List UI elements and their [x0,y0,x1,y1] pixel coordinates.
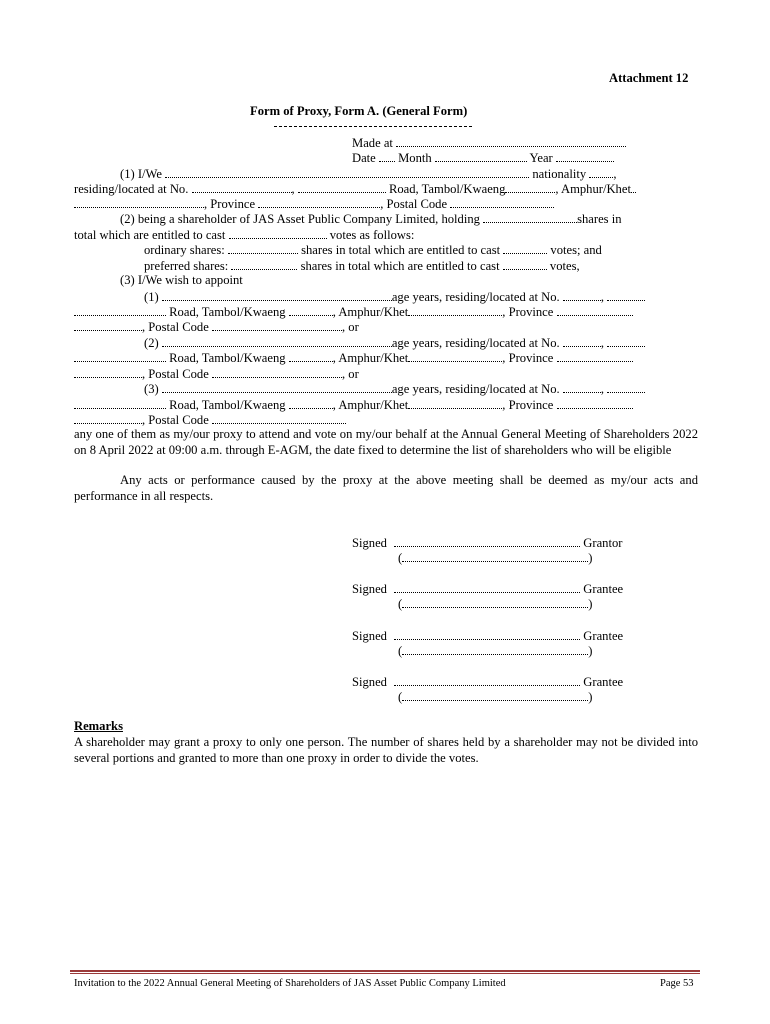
votes-and-label: votes; and [550,243,602,257]
remarks-text: A shareholder may grant a proxy to only one person. The number of shares held by a shareholder may not be divided into several portions and granted to more than one proxy in order to divide the votes. [74,735,698,765]
preferred-shares-field[interactable] [231,258,297,270]
proxy1-no-field[interactable] [563,289,601,301]
grantee2-name-line: ( ) [398,644,593,658]
amphur-label: Amphur/Khet [560,182,631,196]
signed-label: Signed [352,536,387,550]
nationality-label: nationality [532,167,587,181]
proxy1-label: (1) [144,290,159,304]
authorization-paragraph: any one of them as my/our proxy to attend and vote on my/our behalf at the Annual General Meeting of Shareholders 2022 on 8 April 2022 at 09:00 a.m. through E-AGM, the date fixed to determine the list of shareholders who will be eligible [74,427,698,457]
date-label: Date [352,151,376,165]
proxy2-road-field[interactable] [289,350,333,362]
grantee1-name-field[interactable] [402,596,588,608]
province-label: , Province [204,197,256,211]
date-line [352,150,614,166]
proxy2-line: (2) age years, residing/located at No. , [144,335,645,351]
name-field[interactable] [165,166,529,178]
proxy3-amphur-label: , Amphur/Khet [332,398,409,412]
proxy1-road-line [74,304,633,320]
province-field[interactable] [258,196,380,208]
proxy2-no-field[interactable] [563,335,601,347]
total-votes-line [74,227,414,243]
proxy1-province-label: , Province [502,305,554,319]
year-label: Year [529,151,553,165]
proxy1-amphur-field[interactable] [408,304,502,316]
preferred-label: preferred shares: [144,259,229,273]
signed-label: Signed [352,675,387,689]
form-title: Form of Proxy, Form A. (General Form) [250,104,468,118]
address-no-field[interactable] [192,181,292,193]
made-at-label: Made at [352,136,393,150]
nationality-field[interactable] [589,166,613,178]
acts-paragraph: Any acts or performance caused by the proxy at the above meeting shall be deemed as my/our acts and performance in all respects. [74,473,698,503]
proxy3-postal-label: , Postal Code [142,413,209,427]
proxy3-moo-field[interactable] [607,381,645,393]
proxy2-postal-line [74,366,359,382]
attachment-label: Attachment 12 [609,71,689,85]
proxy3-province-label: , Province [502,398,554,412]
grantee3-name-line: ( ) [398,690,593,704]
address-moo-field[interactable] [298,181,386,193]
road-field[interactable] [505,181,555,193]
proxy2-label: (2) [144,336,159,350]
proxy1-postal-label: , Postal Code [142,320,209,334]
proxy3-label: (3) [144,382,159,396]
proxy1-amphur-label: , Amphur/Khet [332,305,409,319]
proxy1-postal-line [74,319,359,335]
grantor-name-line: ( ) [398,551,593,565]
proxy1-road-label: Road, Tambol/Kwaeng [169,305,286,319]
proxy1-line: (1) age years, residing/located at No. , [144,289,645,305]
residing-label: residing/located at No. [74,182,189,196]
proxy1-age-label: age years, residing/located at No. [391,290,560,304]
preferred-shares-total-label: shares in total which are entitled to cast [300,259,500,273]
proxy3-amphur-field[interactable] [408,397,502,409]
grantor-signature-field[interactable] [394,535,580,547]
made-at-line [352,135,626,151]
proxy3-road-label: Road, Tambol/Kwaeng [169,398,286,412]
page-number: Page 53 [660,978,694,989]
remarks-heading: Remarks [74,719,123,733]
grantor-label: Grantor [583,536,623,550]
proxy2-province-cont-field[interactable] [74,366,142,378]
proxy2-road-label: Road, Tambol/Kwaeng [169,351,286,365]
proxy1-name-field[interactable] [162,289,392,301]
footer-title: Invitation to the 2022 Annual General Meeting of Shareholders of JAS Asset Public Company Limited [74,978,506,989]
grantee-label: Grantee [583,582,624,596]
proxy3-postal-field[interactable] [212,412,346,424]
proxy3-road-field[interactable] [289,397,333,409]
votes-comma-label: votes, [549,259,580,273]
ordinary-line [144,242,602,258]
proxy3-name-field[interactable] [162,381,392,393]
proxy3-road-line [74,397,633,413]
postal-label: , Postal Code [380,197,448,211]
proxy3-no-field[interactable] [563,381,601,393]
month-field[interactable] [435,150,527,162]
grantee1-name-line: ( ) [398,597,593,611]
proxy1-moo-field[interactable] [607,289,645,301]
proxy3-postal-line [74,412,346,428]
shares-in-label: shares in [577,212,622,226]
total-entitled-label: total which are entitled to cast [74,228,226,242]
month-label: Month [398,151,432,165]
postal-field[interactable] [450,196,554,208]
grantee2-signature-field[interactable] [394,628,580,640]
ordinary-label: ordinary shares: [144,243,225,257]
signature-grantee-1 [352,581,623,597]
proxy2-amphur-label: , Amphur/Khet [332,351,409,365]
proxy2-name-field[interactable] [162,335,392,347]
grantee2-name-field[interactable] [402,643,588,655]
proxy2-age-label: age years, residing/located at No. [391,336,560,350]
signed-label: Signed [352,582,387,596]
preferred-line [144,258,580,274]
made-at-field[interactable] [396,135,626,147]
title-rule [274,116,472,131]
road-label: Road, Tambol/Kwaeng [388,182,506,196]
proxy3-line: (3) age years, residing/located at No. , [144,381,645,397]
proxy1-or: , or [341,320,359,334]
year-field[interactable] [556,150,614,162]
footer-rule-thin [70,973,700,974]
grantee1-signature-field[interactable] [394,581,580,593]
proxy2-soi-field[interactable] [74,350,166,362]
amphur-cont-field[interactable] [74,196,204,208]
proxy2-road-line [74,350,633,366]
date-field[interactable] [379,150,395,162]
grantee3-signature-field[interactable] [394,674,580,686]
proxy1-province-cont-field[interactable] [74,319,142,331]
proxy3-province-cont-field[interactable] [74,412,142,424]
proxy2-province-field[interactable] [557,350,633,362]
proxy1-road-field[interactable] [289,304,333,316]
grantee-label: Grantee [583,629,624,643]
iwe-label: (1) I/We [120,167,162,181]
ordinary-shares-total-label: shares in total which are entitled to cast [301,243,501,257]
signature-grantee-3 [352,674,623,690]
proxy3-soi-field[interactable] [74,397,166,409]
proxy3-age-label: age years, residing/located at No. [391,382,560,396]
appoint-line: (3) I/We wish to appoint [120,273,243,287]
proxy1-postal-field[interactable] [212,319,342,331]
grantee3-name-field[interactable] [402,689,588,701]
signature-grantor [352,535,622,551]
residing-line: residing/located at No. , Road, Tambol/Kwaeng , Amphur/Khet [74,181,636,197]
proxy2-amphur-field[interactable] [408,350,502,362]
proxy2-province-label: , Province [502,351,554,365]
proxy2-postal-field[interactable] [212,366,342,378]
votes-as-follows-label: votes as follows: [329,228,415,242]
proxy1-soi-field[interactable] [74,304,166,316]
grantee-label: Grantee [583,675,624,689]
shareholder-line [120,211,622,227]
preferred-votes-field[interactable] [503,258,547,270]
proxy3-province-field[interactable] [557,397,633,409]
proxy2-or: , or [341,367,359,381]
signed-label: Signed [352,629,387,643]
shareholder-label: (2) being a shareholder of JAS Asset Public Company Limited, holding [120,212,480,226]
shares-held-field[interactable] [483,211,577,223]
amphur-field[interactable] [631,181,636,193]
signature-grantee-2 [352,628,623,644]
proxy2-postal-label: , Postal Code [142,367,209,381]
iwe-line: (1) I/We nationality , [120,167,617,181]
grantor-name-field[interactable] [402,550,588,562]
ordinary-votes-field[interactable] [503,242,547,254]
footer-rule [70,970,700,972]
province-line [74,196,554,212]
total-votes-field[interactable] [229,227,327,239]
ordinary-shares-field[interactable] [228,242,298,254]
proxy2-moo-field[interactable] [607,335,645,347]
proxy1-province-field[interactable] [557,304,633,316]
